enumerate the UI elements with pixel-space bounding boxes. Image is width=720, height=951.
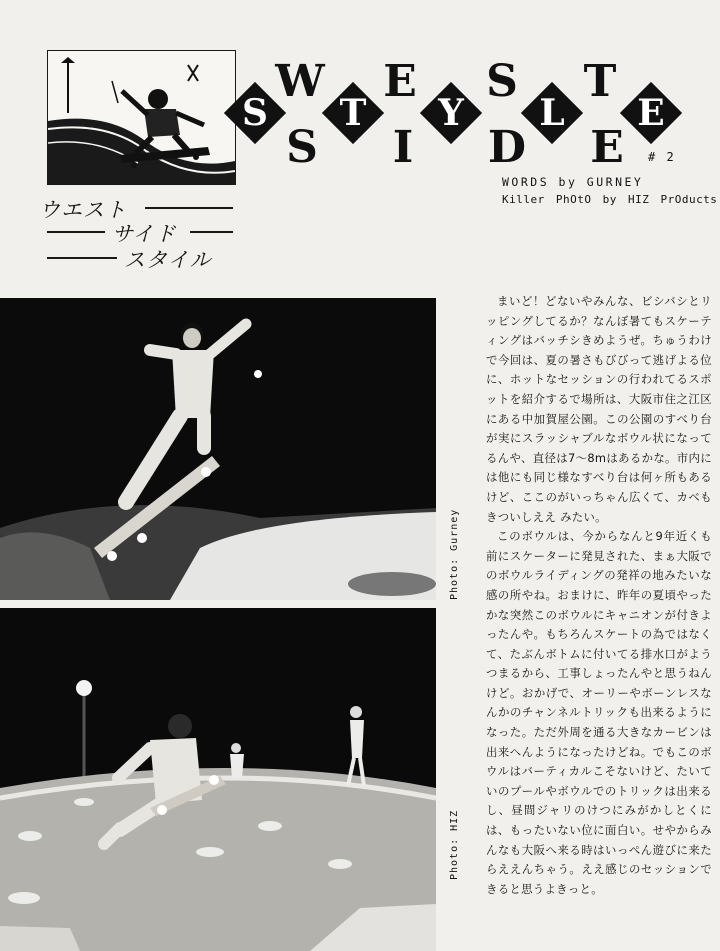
- title-letter-t: T: [583, 56, 617, 107]
- photo-credit: Killer PhOtO by HIZ PrOducts: [502, 193, 718, 206]
- photo-top-image: [0, 298, 436, 600]
- title-diamond-letter-l: L: [539, 92, 565, 134]
- title-letter-e: E: [383, 56, 417, 107]
- title-diamond-letter-y: Y: [438, 92, 464, 134]
- title-letter-d: D: [487, 122, 527, 173]
- title-letter-s: S: [486, 56, 518, 107]
- words-credit: WORDS by GURNEY: [502, 175, 644, 189]
- title-letter-i: I: [392, 122, 414, 173]
- photo-bottom-image: [0, 608, 436, 951]
- photo-bowl-session: [0, 608, 436, 951]
- photo-credit-hiz: Photo: HIZ: [449, 809, 460, 880]
- issue-number: # 2: [648, 150, 676, 164]
- title-letter-w: W: [275, 56, 325, 107]
- title-letter-e2: E: [590, 122, 624, 173]
- title-diamond-letter-t: T: [339, 92, 367, 134]
- skater-drawing: [48, 51, 235, 184]
- title-letter-s2: S: [286, 122, 318, 173]
- jp-title-line-2: サイド: [112, 222, 177, 246]
- photo-skater-grind: [0, 298, 436, 600]
- jp-title-rule-2b: [190, 231, 233, 233]
- jp-title-line-1: ウエスト: [39, 198, 127, 222]
- title-diamond-letter-e: E: [637, 92, 665, 134]
- jp-title-rule-1: [145, 207, 233, 209]
- article-body: [486, 292, 712, 899]
- jp-title-rule-2a: [47, 231, 105, 233]
- article-paragraph-1: まいど！どないやみんな、ビシバシとリッピングしてるか？なんぼ暑てもスケーティングはバッチシきめようぜ。ちゅうわけで今回は、夏の暑さもびびって逃げよる位に、ホットなセッションの行われてるスポットを紹介するで場所は、大阪市住之江区にある中加賀屋公園。この公園のすべり台が実にスラッシャブルなボウル状になってるんや、直径は7〜8mはあるかな。市内には他にも同じ様なすべり台は何ヶ所もあるけど、ここのがいっちゃん広くて、カベもきついしええ みたい。: [486, 294, 712, 524]
- title-diamond-letter-s: S: [242, 92, 268, 134]
- jp-title-line-3: スタイル: [124, 248, 212, 272]
- photo-credit-gurney: Photo: Gurney: [449, 508, 460, 600]
- article-paragraph-2: このボウルは、今からなんと9年近くも前にスケーターに発見された、まぁ大阪でのボウルライディングの発祥の地みたいな感の所やね。おまけに、昨年の夏頃やったかな突然このボウルにキャニオンが付きよったんや。もちろんスケートの為ではなくて、たぶんボトムに付いてる排水口がようつまるから、工事しょったんやと思うねんけど。おかげで、オーリーやボーンレスなんかのチャンネルトリックも出来るようになった。ただ外周を通る大きなカービンは出来へんようになったけどね。でもこのボウルはバーティカルこそないけど、たいていのプールやボウルでのトリックは出来るし、昼間ジャリのけつにみがかしとくには、もったいない位に面白い。せやからみんなも大阪へ来る時はいっぺん遊びに来たらええんちゃう。ええ感じのセッションできると思うよきっと。: [486, 529, 712, 896]
- jp-title-rule-3: [47, 257, 117, 259]
- header-illustration: [47, 50, 236, 185]
